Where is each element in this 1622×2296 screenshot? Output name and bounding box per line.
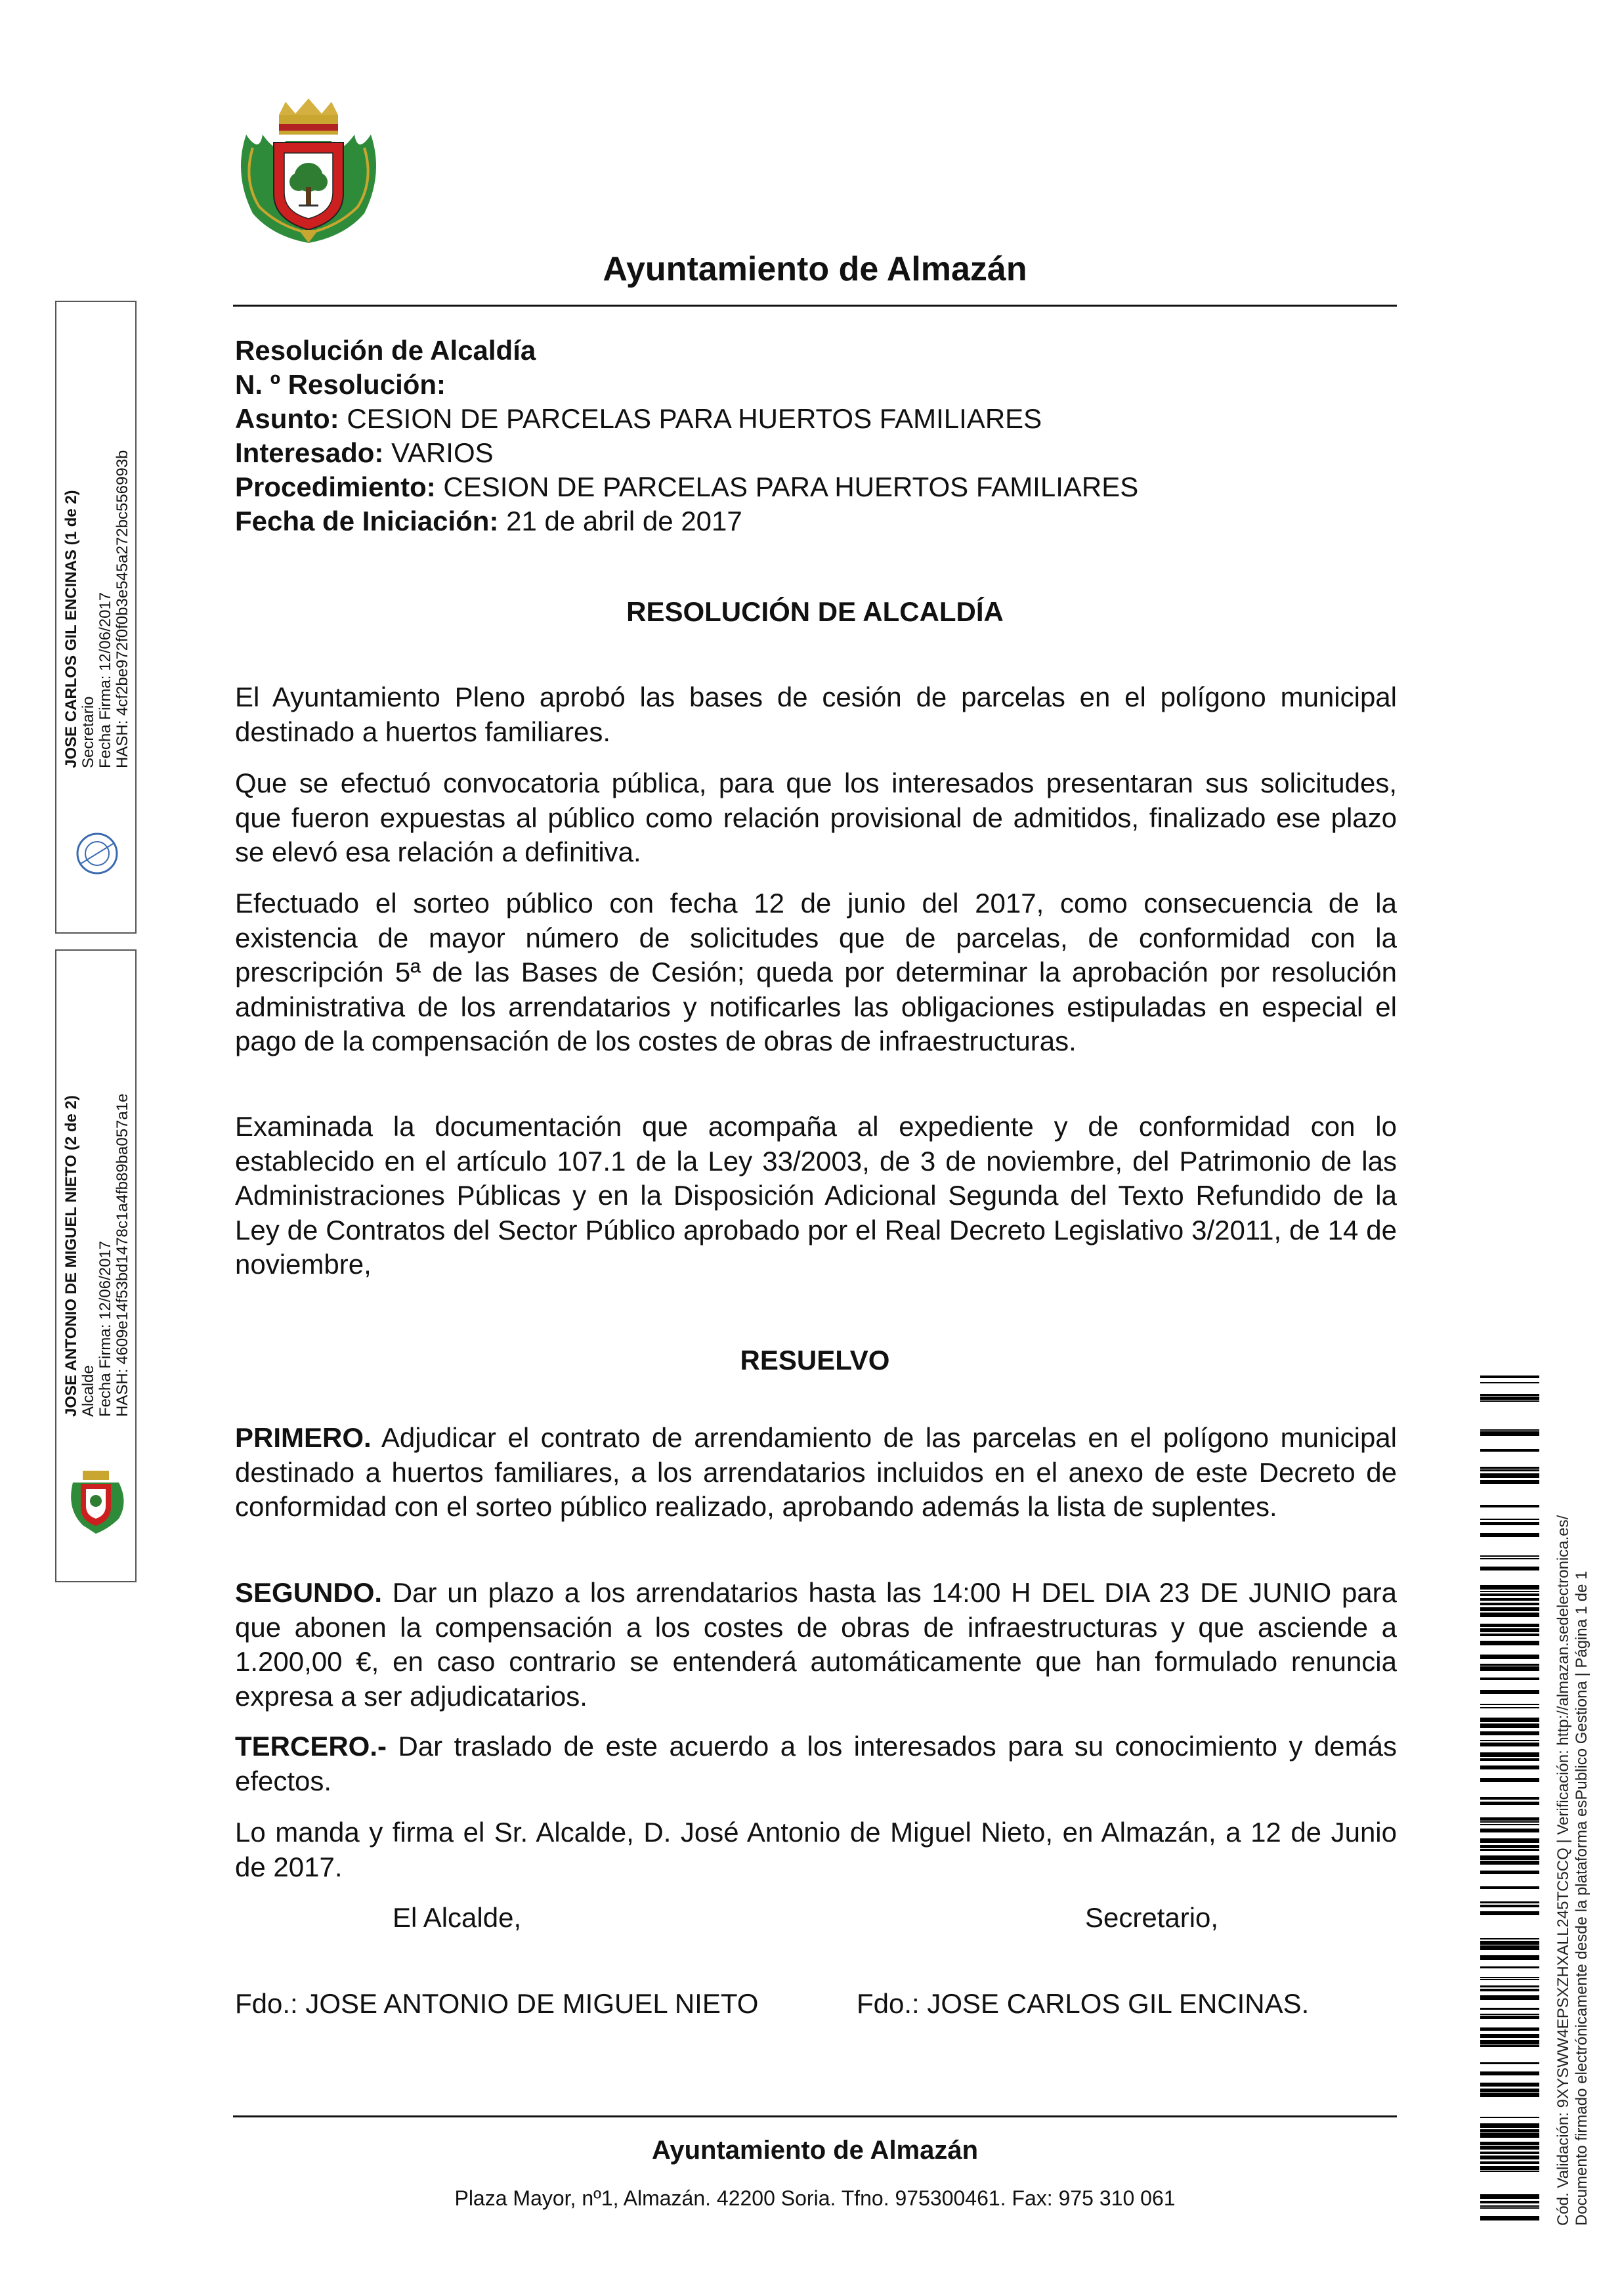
interested-value: VARIOS [391, 437, 494, 468]
start-date-label: Fecha de Iniciación: [235, 506, 499, 536]
subject-value: CESION DE PARCELAS PARA HUERTOS FAMILIARES [347, 403, 1042, 434]
third-point [235, 1729, 1397, 1798]
signer-hash: HASH: 4cf2be972f0f0b3e545a272bc556993b [114, 450, 131, 768]
footer-address: Plaza Mayor, nº1, Almazán. 42200 Soria. Tfno. 975300461. Fax: 975 310 061 [454, 2186, 1176, 2210]
validation-barcode [1480, 1375, 1539, 2222]
second-text: Dar un plazo a los arrendatarios hasta las 14:00 H DEL DIA 23 DE JUNIO para que abonen la compensación a los costes de obras de infraestructuras y que asciende a 1.200,00 €, en caso contrario se entenderá automáticamente que han formulado renuncia expresa a ser adjudicatarios. [235, 1577, 1398, 1712]
resolution-label: Resolución de Alcaldía [235, 335, 536, 366]
third-text: Dar traslado de este acuerdo a los interesados para su conocimiento y demás efectos. [235, 1731, 1397, 1796]
resolution-meta [235, 334, 1397, 538]
mayor-title: El Alcalde, [393, 1902, 522, 1933]
resolution-heading: RESOLUCIÓN DE ALCALDÍA [626, 596, 1004, 627]
third-label: TERCERO.- [235, 1731, 387, 1762]
validation-line-1: Cód. Validación: 9XYSWW4EPSXZHXALL245TC5CQ | Verificación: http://almazan.sedelectronica.es/ [1554, 1515, 1572, 2226]
signature-box-mayor [55, 949, 137, 1582]
resolution-number-label: N. º Resolución: [235, 369, 446, 400]
signer-name: JOSE ANTONIO DE MIGUEL NIETO (2 de 2) [62, 1095, 80, 1417]
signer-hash: HASH: 4609e14f53bd1478c1a4fb89ba057a1e [114, 1093, 131, 1417]
procedure-value: CESION DE PARCELAS PARA HUERTOS FAMILIARES [443, 471, 1139, 502]
second-point [235, 1576, 1397, 1714]
signer-date: Fecha Firma: 12/06/2017 [96, 592, 114, 768]
resolve-heading: RESUELVO [740, 1345, 890, 1375]
signature-seal-icon [71, 827, 123, 880]
signer-date: Fecha Firma: 12/06/2017 [96, 1240, 114, 1417]
second-label: SEGUNDO. [235, 1577, 383, 1608]
paragraph-2: Que se efectuó convocatoria pública, para que los interesados presentaran sus solicitudes, que fueron expuestas al público como relación provisional de admitidos, finalizado ese plazo se elevó esa relación a definitiva. [235, 768, 1397, 867]
header-title: Ayuntamiento de Almazán [603, 250, 1027, 288]
paragraph-4: Examinada la documentación que acompaña al expediente y de conformidad con lo establecido en el artículo 107.1 de la Ley 33/2003, de 3 de noviembre, del Patrimonio de las Administraciones Públicas y en la Disposición Adicional Segunda del Texto Refundido de la Ley de Contratos del Sector Público aprobado por el Real Decreto Legislativo 3/2011, de 14 de noviembre, [235, 1111, 1397, 1280]
signer-name: JOSE CARLOS GIL ENCINAS (1 de 2) [62, 490, 80, 768]
secretary-signed: Fdo.: JOSE CARLOS GIL ENCINAS. [857, 1988, 1310, 2019]
paragraph-3: Efectuado el sorteo público con fecha 12 de junio del 2017, como consecuencia de la existencia de mayor número de solicitudes que de parcelas, de conformidad con la prescripción 5ª de las Bases de Cesión; queda por determinar la aprobación por resolución administrativa de los arrendatarios y notificarles las obligaciones estipuladas en especial el pago de la compensación de los costes de obras de infraestructuras. [235, 888, 1397, 1056]
validation-line-2: Documento firmado electrónicamente desde la plataforma esPublico Gestiona | Página 1 de 1 [1573, 1570, 1590, 2226]
signer-role: Secretario [79, 696, 97, 768]
subject-label: Asunto: [235, 403, 339, 434]
first-point [235, 1421, 1397, 1525]
footer-divider [233, 2115, 1397, 2117]
first-text: Adjudicar el contrato de arrendamiento de las parcelas en el polígono municipal destinado a huertos familiares, a los arrendatarios incluidos en el anexo de este Decreto de conformidad con el sorteo público realizado, aprobando además la lista de suplentes. [235, 1422, 1397, 1522]
secretary-title: Secretario, [1085, 1902, 1219, 1933]
mayor-signed: Fdo.: JOSE ANTONIO DE MIGUEL NIETO [235, 1988, 759, 2019]
interested-label: Interesado: [235, 437, 384, 468]
header-divider [233, 305, 1397, 307]
first-label: PRIMERO. [235, 1422, 372, 1453]
signature-box-secretary [55, 301, 137, 934]
signer-info-mayor [63, 1094, 131, 1417]
procedure-label: Procedimiento: [235, 471, 436, 502]
signer-role: Alcalde [79, 1365, 97, 1417]
municipal-crest-logo [233, 95, 384, 246]
signer-info-secretary [63, 450, 131, 768]
closing-paragraph: Lo manda y firma el Sr. Alcalde, D. José Antonio de Miguel Nieto, en Almazán, a 12 de Junio de 2017. [235, 1817, 1397, 1882]
crest-stamp-icon [66, 1463, 125, 1535]
footer-title: Ayuntamiento de Almazán [651, 2136, 979, 2165]
paragraph-1: El Ayuntamiento Pleno aprobó las bases de cesión de parcelas en el polígono municipal destinado a huertos familiares. [235, 682, 1397, 747]
start-date-value: 21 de abril de 2017 [506, 506, 742, 536]
